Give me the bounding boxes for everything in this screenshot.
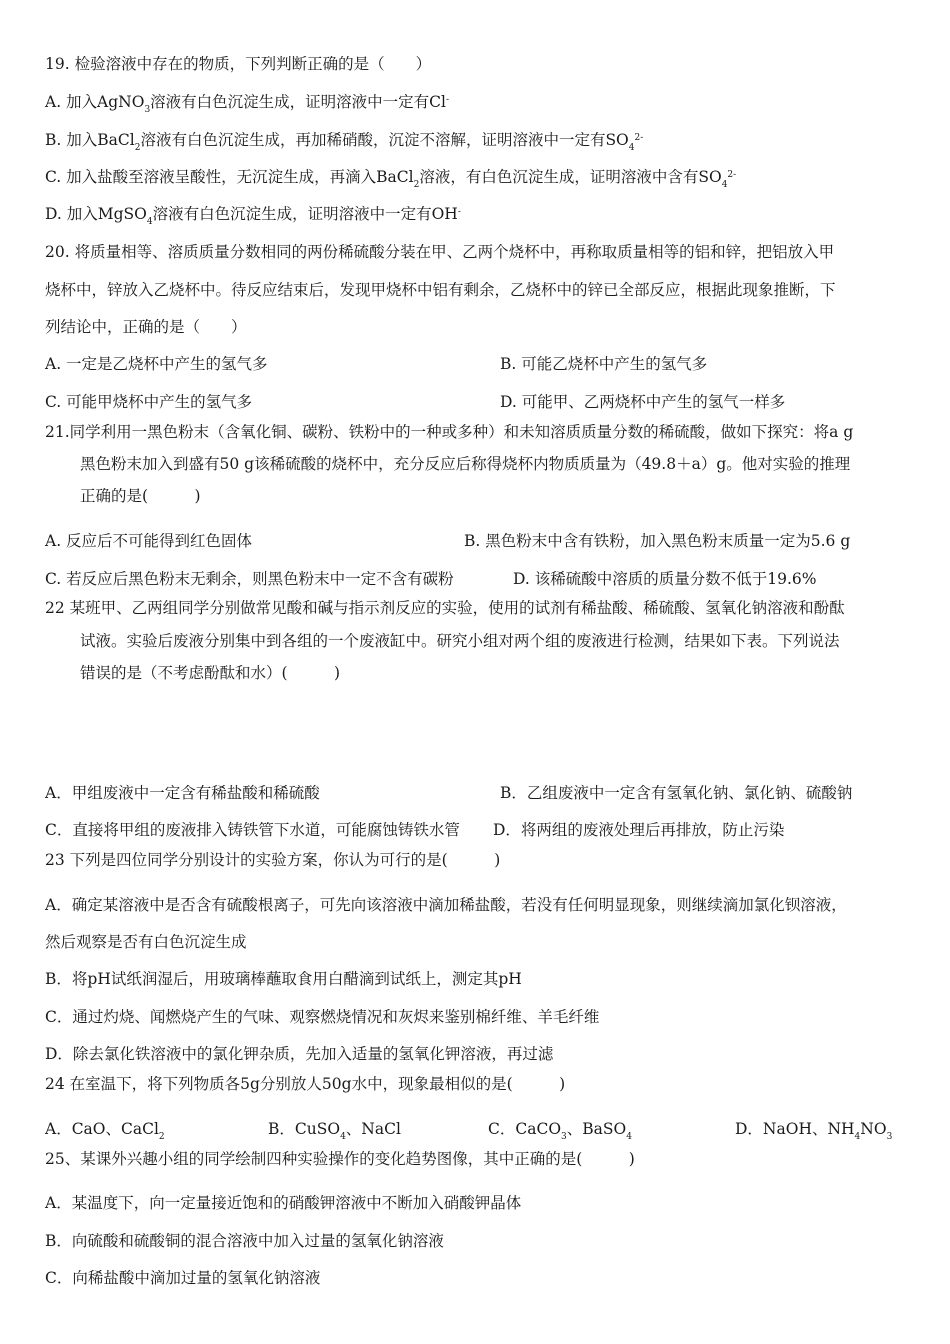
q19-option-c: C. 加入盐酸至溶液呈酸性，无沉淀生成，再滴入BaCl$_2$溶液，有白色沉淀生成，证明溶液中含有$SO_4^{2-}$ xyxy=(45,168,737,190)
q25-stem: 25、某课外兴趣小组的同学绘制四种实验操作的变化趋势图像，其中正确的是( ) xyxy=(45,1150,635,1168)
q20-stem-line2: 烧杯中，锌放入乙烧杯中。待反应结束后，发现甲烧杯中铝有剩余，乙烧杯中的锌已全部反应，根据此现象推断，下 xyxy=(45,281,836,299)
q24-option-c: C．CaCO$_3$、BaSO$_4$ xyxy=(488,1120,632,1142)
q23-option-b: B．将pH试纸润湿后，用玻璃棒蘸取食用白醋滴到试纸上，测定其pH xyxy=(45,970,522,988)
q21-option-d: D. 该稀硫酸中溶质的质量分数不低于19.6% xyxy=(513,570,817,588)
q25-option-c: C．向稀盐酸中滴加过量的氢氧化钠溶液 xyxy=(45,1269,321,1287)
q19-option-b: B. 加入BaCl$_2$溶液有白色沉淀生成，再加稀硝酸，沉淀不溶解，证明溶液中一定有$SO_4^{2-}$ xyxy=(45,131,644,153)
q22-option-c: C．直接将甲组的废液排入铸铁管下水道，可能腐蚀铸铁水管 xyxy=(45,821,460,839)
q19-option-a: A. 加入AgNO$_3$溶液有白色沉淀生成，证明溶液中一定有Cl- xyxy=(45,93,450,115)
q21-option-c: C. 若反应后黑色粉末无剩余，则黑色粉末中一定不含有碳粉 xyxy=(45,570,454,588)
q20-option-a: A. 一定是乙烧杯中产生的氢气多 xyxy=(45,355,268,373)
q23-option-d: D．除去氯化铁溶液中的氯化钾杂质，先加入适量的氢氧化钾溶液，再过滤 xyxy=(45,1045,554,1063)
q23-option-a-line1: A．确定某溶液中是否含有硫酸根离子，可先向该溶液中滴加稀盐酸，若没有任何明显现象，则继续滴加氯化钡溶液， xyxy=(45,896,847,914)
q21-stem-line2: 黑色粉末加入到盛有50 g该稀硫酸的烧杯中，充分反应后称得烧杯内物质质量为（49.8＋a）g。他对实验的推理 xyxy=(80,455,851,473)
q24-option-d: D．NaOH、$NH_4NO_3$ xyxy=(735,1120,893,1142)
q23-stem: 23 下列是四位同学分别设计的实验方案，你认为可行的是( ) xyxy=(45,851,501,869)
q22-stem-line3: 错误的是（不考虑酚酞和水）( ) xyxy=(80,664,341,682)
q20-option-b: B. 可能乙烧杯中产生的氢气多 xyxy=(500,355,708,373)
q21-option-b: B. 黑色粉末中含有铁粉，加入黑色粉末质量一定为5.6 g xyxy=(464,532,851,550)
q21-option-a: A. 反应后不可能得到红色固体 xyxy=(45,532,253,550)
q23-option-c: C．通过灼烧、闻燃烧产生的气味、观察燃烧情况和灰烬来鉴别棉纤维、羊毛纤维 xyxy=(45,1008,600,1026)
q19-option-d: D. 加入MgSO$_4$溶液有白色沉淀生成，证明溶液中一定有OH- xyxy=(45,205,461,227)
q22-option-a: A．甲组废液中一定含有稀盐酸和稀硫酸 xyxy=(45,784,320,802)
q19-stem: 19. 检验溶液中存在的物质，下列判断正确的是（ ） xyxy=(45,55,432,73)
q20-stem-line1: 20. 将质量相等、溶质质量分数相同的两份稀硫酸分装在甲、乙两个烧杯中，再称取质量相等的铝和锌，把铝放入甲 xyxy=(45,243,835,261)
q25-option-b: B．向硫酸和硫酸铜的混合溶液中加入过量的氢氧化钠溶液 xyxy=(45,1232,444,1250)
q24-stem: 24 在室温下，将下列物质各5g分别放人50g水中，现象最相似的是( ) xyxy=(45,1075,566,1093)
q24-option-a: A．CaO、CaCl$_2$ xyxy=(45,1120,165,1142)
q21-stem-line3: 正确的是( ) xyxy=(80,487,201,505)
q23-option-a-line2: 然后观察是否有白色沉淀生成 xyxy=(45,933,247,951)
q21-stem-line1: 21.同学利用一黑色粉末（含氧化铜、碳粉、铁粉中的一种或多种）和未知溶质质量分数的稀硫酸，做如下探究：将a g xyxy=(45,423,854,441)
q20-option-d: D. 可能甲、乙两烧杯中产生的氢气一样多 xyxy=(500,393,786,411)
q22-option-b: B．乙组废液中一定含有氢氧化钠、氯化钠、硫酸钠 xyxy=(500,784,853,802)
q24-option-b: B．CuSO$_4$、NaCl xyxy=(268,1120,401,1142)
q22-option-d: D．将两组的废液处理后再排放，防止污染 xyxy=(493,821,785,839)
q22-stem-line2: 试液。实验后废液分别集中到各组的一个废液缸中。研究小组对两个组的废液进行检测，结果如下表。下列说法 xyxy=(80,632,840,650)
q22-stem-line1: 22 某班甲、乙两组同学分别做常见酸和碱与指示剂反应的实验，使用的试剂有稀盐酸、稀硫酸、氢氧化钠溶液和酚酞 xyxy=(45,599,845,617)
q20-option-c: C. 可能甲烧杯中产生的氢气多 xyxy=(45,393,253,411)
q20-stem-line3: 列结论中，正确的是（ ） xyxy=(45,318,247,336)
q25-option-a: A．某温度下，向一定量接近饱和的硝酸钾溶液中不断加入硝酸钾晶体 xyxy=(45,1194,522,1212)
